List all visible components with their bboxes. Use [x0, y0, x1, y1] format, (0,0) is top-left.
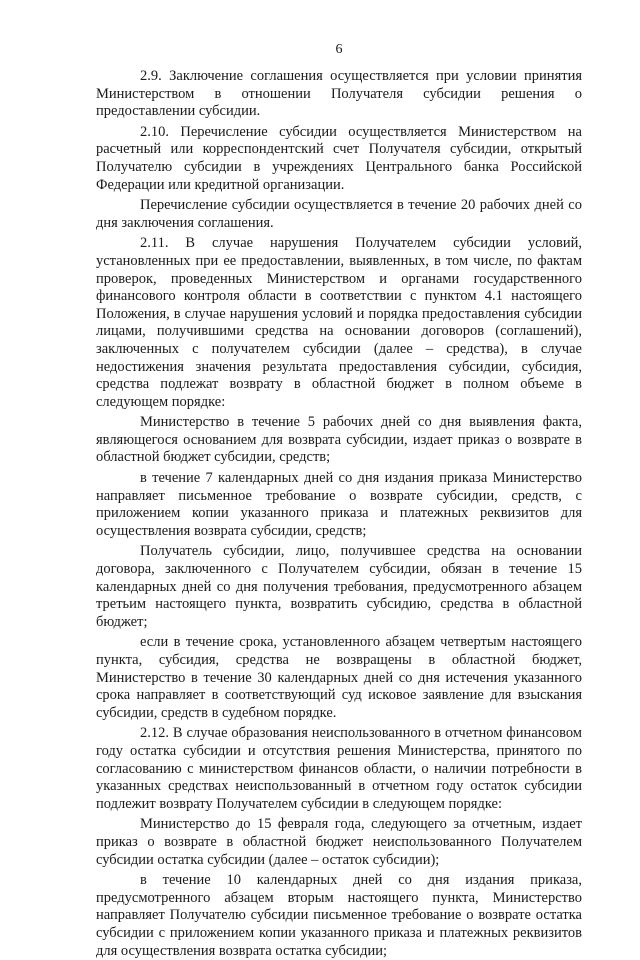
- paragraph-2-11: 2.11. В случае нарушения Получателем субсидии условий, установленных при ее предоставлении, выявленных, в том числе, по фактам проверок, проведенных Министерством и органами государственного финансового контроля области в соответствии с пунктом 4.1 настоящего Положения, в случае нарушения условий и порядка предоставления субсидии лицами, получившими средства на основании договоров (соглашений), заключенных с получателем субсидии (далее – средства), в случае недостижения значения результата предоставления субсидии, субсидия, средства подлежат возврату в областной бюджет в полном объеме в следующем порядке:: [96, 235, 582, 410]
- paragraph-2-11-order: Министерство в течение 5 рабочих дней со дня выявления факта, являющегося основанием для возврата субсидии, издает приказ о возврате в областной бюджет субсидии, средств;: [96, 414, 582, 466]
- paragraph-2-12: 2.12. В случае образования неиспользованного в отчетном финансовом году остатка субсидии и отсутствия решения Министерства, принятого по согласованию с министерством финансов области, о наличии потребности в указанных средствах неиспользованный в отчетном году остаток субсидии подлежит возврату Получателем субсидии в следующем порядке:: [96, 725, 582, 812]
- paragraph-2-10: 2.10. Перечисление субсидии осуществляется Министерством на расчетный или корреспондентский счет Получателя субсидии, открытый Получателю субсидии в учреждениях Центрального банка Российской Федерации или кредитной организации.: [96, 123, 582, 193]
- paragraph-2-11-demand: в течение 7 календарных дней со дня издания приказа Министерство направляет письменное требование о возврате субсидии, средств, с приложением копии указанного приказа и платежных реквизитов для осуществления возврата субсидии, средств;: [96, 470, 582, 539]
- paragraph-2-9: 2.9. Заключение соглашения осуществляется при условии принятия Министерством в отношении Получателя субсидии решения о предоставлении субсидии.: [96, 68, 582, 120]
- paragraph-2-12-demand: в течение 10 календарных дней со дня издания приказа, предусмотренного абзацем вторым настоящего пункта, Министерство направляет Получателю субсидии письменное требование о возврате остатка субсидии с приложением копии указанного приказа и платежных реквизитов для осуществления возврата остатка субсидии;: [96, 872, 582, 959]
- page-number: 6: [335, 42, 343, 57]
- paragraph-2-10-transfer-term: Перечисление субсидии осуществляется в течение 20 рабочих дней со дня заключения соглашения.: [96, 197, 582, 231]
- paragraph-2-11-court: если в течение срока, установленного абзацем четвертым настоящего пункта, субсидия, средства не возвращены в областной бюджет, Министерство в течение 30 календарных дней со дня истечения указанного срока направляет в соответствующий суд исковое заявление для взыскания субсидии, средств в судебном порядке.: [96, 634, 582, 721]
- paragraph-2-12-order: Министерство до 15 февраля года, следующего за отчетным, издает приказ о возврате в областной бюджет неиспользованного Получателем субсидии остатка субсидии (далее – остаток субсидии);: [96, 816, 582, 868]
- paragraph-2-11-return: Получатель субсидии, лицо, получившее средства на основании договора, заключенного с Получателем субсидии, обязан в течение 15 календарных дней со дня получения требования, предусмотренного абзацем третьим настоящего пункта, возвратить субсидию, средства в областной бюджет;: [96, 543, 582, 630]
